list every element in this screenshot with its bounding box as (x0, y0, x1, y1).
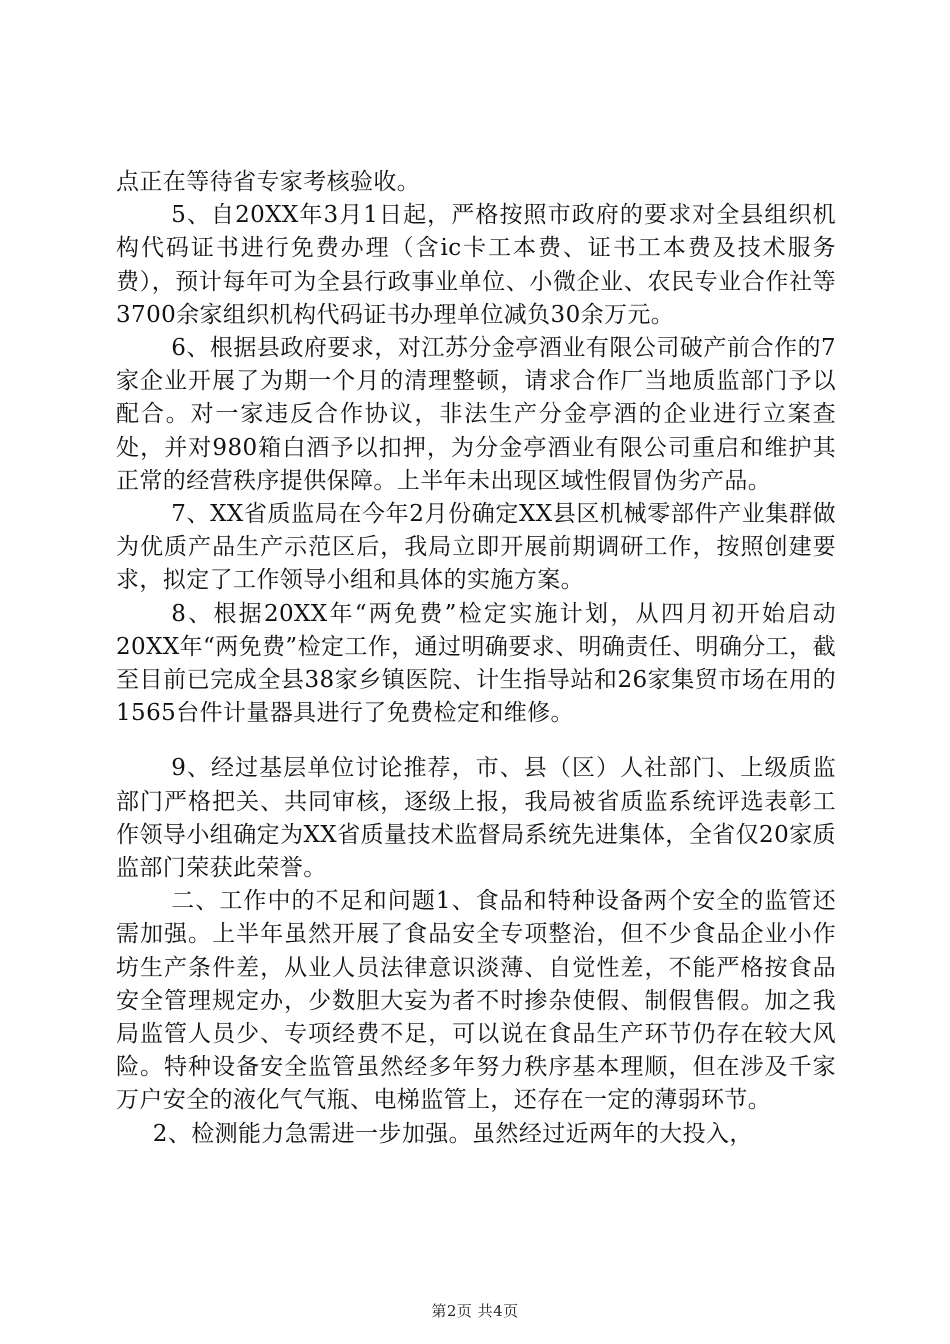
paragraph-item-9: 9、经过基层单位讨论推荐，市、县（区）人社部门、上级质监部门严格把关、共同审核，逐级上报，我局被省质监系统评选表彰工作领导小组确定为XX省质量技术监督局系统先进集体，全省仅20家质监部门荣获此荣誉。 (116, 755, 836, 882)
paragraph-item-5: 5、自20XX年3月1日起，严格按照市政府的要求对全县组织机构代码证书进行免费办理（含ic卡工本费、证书工本费及技术服务费），预计每年可为全县行政事业单位、小微企业、农民专业合作社等3700余家组织机构代码证书办理单位减负30余万元。 (116, 202, 836, 328)
paragraph-problem-2: 2、检测能力急需进一步加强。虽然经过近两年的大投入， (152, 1120, 753, 1147)
paragraph-section-two: 二、工作中的不足和问题1、食品和特种设备两个安全的监管还需加强。上半年虽然开展了食品安全专项整治，但不少食品企业小作坊生产条件差，从业人员法律意识淡薄、自觉性差，不能严格按食品安全管理规定办，少数胆大妄为者不时掺杂使假、制假售假。加之我局监管人员少、专项经费不足，可以说在食品生产环节仍存在较大风险。特种设备安全监管虽然经多年努力秩序基本理顺，但在涉及千家万户安全的液化气气瓶、电梯监管上，还存在一定的薄弱环节。 (116, 888, 836, 1114)
paragraph-item-7: 7、XX省质监局在今年2月份确定XX县区机械零部件产业集群做为优质产品生产示范区后，我局立即开展前期调研工作，按照创建要求，拟定了工作领导小组和具体的实施方案。 (116, 501, 836, 594)
paragraph-item-8: 8、根据20XX年“两免费”检定实施计划，从四月初开始启动20XX年“两免费”检定工作，通过明确要求、明确责任、明确分工，截至目前已完成全县38家乡镇医院、计生指导站和26家集贸市场在用的1565台件计量器具进行了免费检定和维修。 (116, 600, 836, 727)
paragraph-continuation: 点正在等待省专家考核验收。 (116, 169, 421, 195)
paragraph-item-6: 6、根据县政府要求，对江苏分金亭酒业有限公司破产前合作的7家企业开展了为期一个月的清理整顿，请求合作厂当地质监部门予以配合。对一家违反合作协议，非法生产分金亭酒的企业进行立案查处，并对980箱白酒予以扣押，为分金亭酒业有限公司重启和维护其正常的经营秩序提供保障。上半年未出现区域性假冒伪劣产品。 (116, 335, 836, 494)
page-footer: 第2页 共4页 (431, 1302, 519, 1320)
document-body (116, 166, 836, 1151)
